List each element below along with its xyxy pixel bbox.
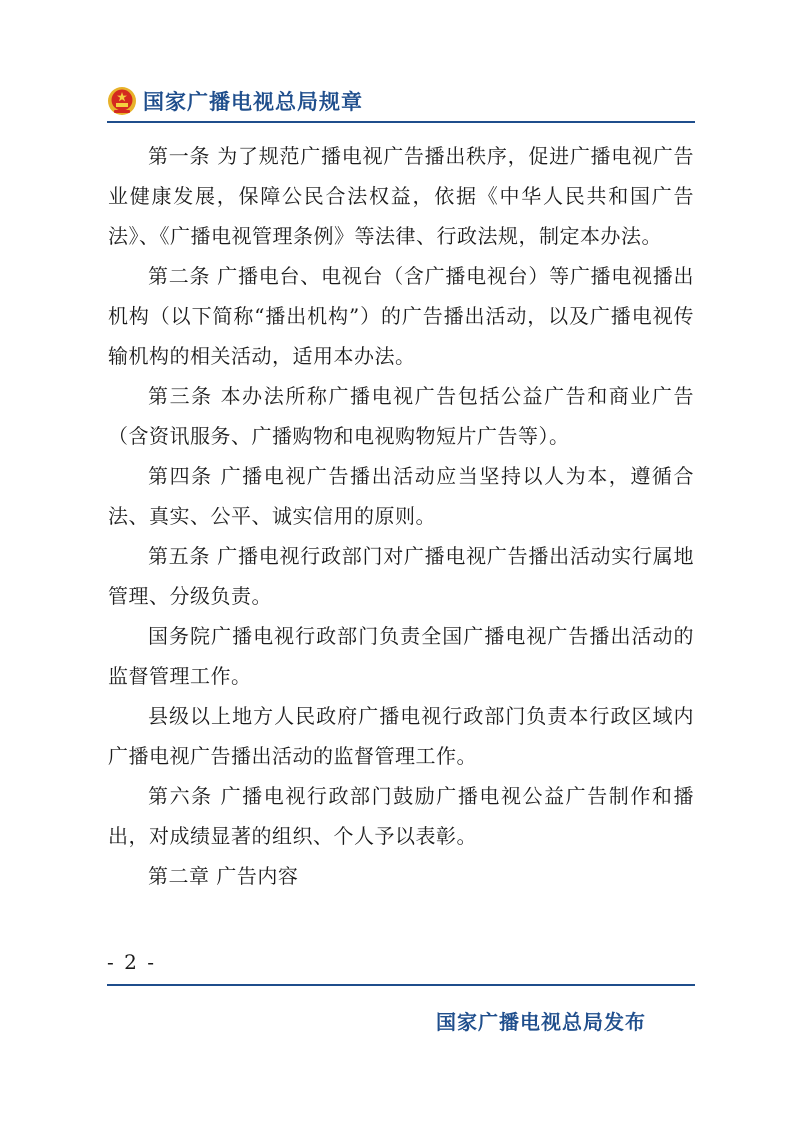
footer-title: 国家广播电视总局发布 xyxy=(436,1010,646,1034)
article-2: 第二条 广播电台、电视台（含广播电视台）等广播电视播出机构（以下简称“播出机构”）的广告播出活动，以及广播电视传输机构的相关活动，适用本办法。 xyxy=(108,264,694,368)
page-number: - 2 - xyxy=(107,950,156,974)
footer-divider xyxy=(107,984,695,986)
article-1: 第一条 为了规范广播电视广告播出秩序，促进广播电视广告业健康发展，保障公民合法权益，依据《中华人民共和国广告法》、《广播电视管理条例》等法律、行政法规，制定本办法。 xyxy=(108,144,694,248)
header-title: 国家广播电视总局规章 xyxy=(143,90,363,114)
header-divider xyxy=(107,121,695,123)
article-6: 第六条 广播电视行政部门鼓励广播电视公益广告制作和播出，对成绩显著的组织、个人予以表彰。 xyxy=(108,784,694,848)
national-emblem-icon xyxy=(107,86,137,116)
article-3: 第三条 本办法所称广播电视广告包括公益广告和商业广告（含资讯服务、广播购物和电视购物短片广告等）。 xyxy=(108,384,694,448)
article-5-clause-3: 县级以上地方人民政府广播电视行政部门负责本行政区域内广播电视广告播出活动的监督管理工作。 xyxy=(108,704,694,768)
chapter-2-heading: 第二章 广告内容 xyxy=(148,864,299,888)
document-body xyxy=(108,136,694,896)
article-5-clause-2: 国务院广播电视行政部门负责全国广播电视广告播出活动的监督管理工作。 xyxy=(108,624,694,688)
document-header xyxy=(107,84,363,118)
article-5: 第五条 广播电视行政部门对广播电视广告播出活动实行属地管理、分级负责。 xyxy=(108,544,694,608)
article-4: 第四条 广播电视广告播出活动应当坚持以人为本，遵循合法、真实、公平、诚实信用的原则。 xyxy=(108,464,694,528)
